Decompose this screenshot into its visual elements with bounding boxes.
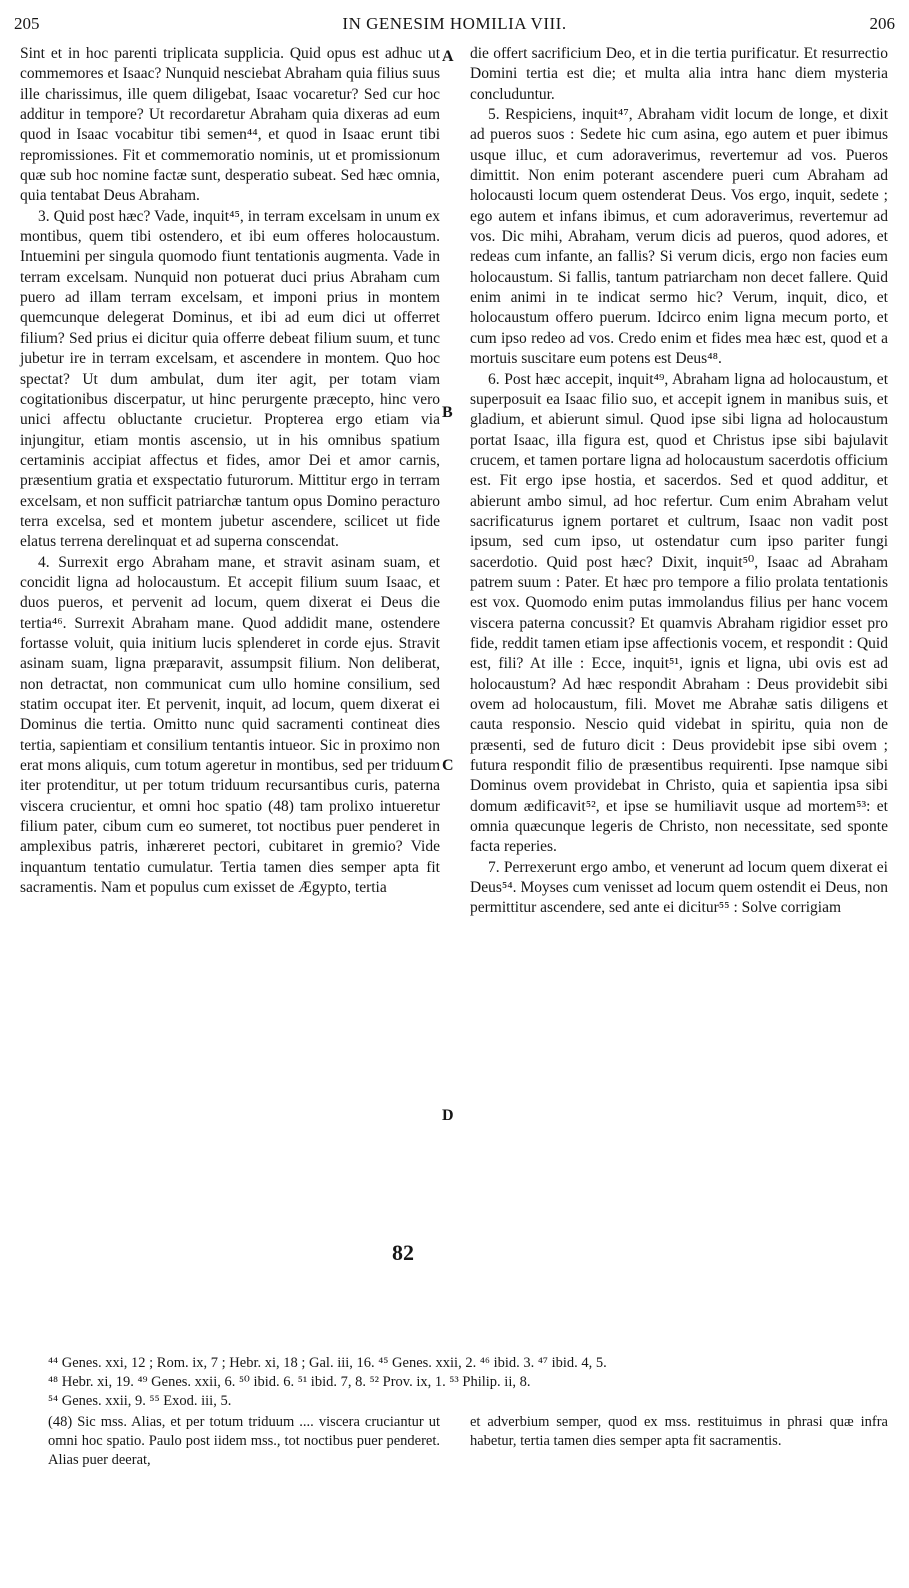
section-marker-c: C [442, 757, 454, 774]
section-marker-b: B [442, 404, 453, 421]
note-text: et adverbium semper, quod ex mss. restituimus in phrasi quæ infra habetur, tertia tamen dies semper apta fit sacramentis. [470, 1414, 888, 1449]
column-number: 82 [392, 1240, 414, 1265]
page-number-right: 206 [869, 14, 895, 33]
paragraph: 3. Quid post hæc? Vade, inquit⁴⁵, in terram excelsam in unum ex montibus, quem tibi ostendero, et ibi eum offeres holocaustum. Intuemini per singula quomodo fiunt tentationis augmenta. Vade in terram excelsam. Nunquid non potuerat duci prius Abraham cum puero ad illam terram excelsam, et imponi prius in montem quemcunque delegerat Dominus, et ibi ad eum dici ut offerret filium? Sed prius ei dicitur quia offerre debeat filium suum, et tunc jubetur ire in terram excelsam, et ascendere in montem. Quo hoc spectat? Ut dum ambulat, dum iter agit, per totam viam cogitationibus discerpatur, ut hinc perurgente præcepto, hinc vero unici affectu obluctante crucietur. Propterea ergo etiam via injungitur, etiam montis ascensio, ut in his omnibus spatium certaminis accipiat affectus et fides, amor Dei et amor carnis, præsentium gratia et exspectatio futurorum. Mittitur ergo in terram excelsam, et non sufficit patriarchæ tantum opus Domino peracturo terra excelsa, sed et montem jubetur ascendere, scilicet ut fide elatus terrena derelinquat et ad superna conscendat. [20, 207, 440, 551]
left-column [20, 44, 440, 898]
section-marker-d: D [442, 1107, 454, 1124]
page-header [14, 14, 895, 36]
scripture-references [48, 1354, 888, 1411]
right-column [470, 44, 888, 919]
reference-line: ⁴⁸ Hebr. xi, 19. ⁴⁹ Genes. xxii, 6. ⁵⁰ ibid. 6. ⁵¹ ibid. 7, 8. ⁵² Prov. ix, 1. ⁵³ Philip. ii, 8. [48, 1374, 531, 1390]
paragraph: die offert sacrificium Deo, et in die tertia purificatur. Et resurrectio Domini tertia est die; et multa alia intra hanc diem mysteria concluduntur. [470, 45, 888, 103]
paragraph: 6. Post hæc accepit, inquit⁴⁹, Abraham ligna ad holocaustum, et superposuit ea Isaac filio suo, et accepit ignem in manibus suis, et gladium, et abierunt simul. Quod ipse sibi ligna ad holocaustum portat Isaac, illa figura est, quod et Christus ipse sibi bajulavit crucem, et tamen portare ligna ad holocaustum sacerdotis officium est. Fit ergo ipse hostia, et sacerdos. Sed et quod additur, et abierunt ambo simul, ad hoc refertur. Cum enim Abraham velut sacrificaturus ignem portaret et cultrum, Isaac non vadit post ipsum, sed cum ipso, ut ostendatur cum ipso pariter fungi sacerdotio. Quid post hæc? Dixit, inquit⁵⁰, Isaac ad Abraham patrem suum : Pater. Et hæc pro tempore a filio prolata tentationis est vox. Quomodo enim putas immolandus filius per hanc vocem viscera paterna concussit? Et quamvis Abraham rigidior esset pro fide, reddit tamen etiam ipse affectionis vocem, et respondit : Quid est, fili? At ille : Ecce, inquit⁵¹, ignis et ligna, ubi ovis est ad holocaustum? Ad hæc respondit Abraham : Deus providebit sibi ovem ad holocaustum, fili. Movet me Abrahæ satis diligens et cauta responsio. Nescio quid videbat in spiritu, quia non de præsenti, sed de futuro dicit : Deus providebit ipse sibi ovem ; futura respondit filio de præsentibus requirenti. Ipse namque sibi Dominus ovem providebat in Christo, quia et sapientia ipsa sibi domum ædificavit⁵², et ipse se humiliavit usque ad mortem⁵³: et omnia quæcunque legeris de Christo, non necessitate, sed sponte facta reperies. [470, 370, 888, 856]
editorial-note-left [48, 1413, 440, 1470]
page-number-left: 205 [14, 14, 40, 33]
paragraph: 4. Surrexit ergo Abraham mane, et stravit asinam suam, et concidit ligna ad holocaustum. Et accepit filium suum Isaac, et duos pueros, et pervenit ad locum, quem dixerat ei Deus die tertia⁴⁶. Surrexit Abraham mane. Quod addidit mane, ostendere fortasse voluit, quia initium lucis splenderet in corde ejus. Stravit asinam suam, ligna præparavit, assumpsit filium. Non deliberat, non detractat, non communicat cum ullo homine consilium, sed statim occupat iter. Et pervenit, inquit, ad locum, quem dixerat ei Dominus die tertia. Omitto nunc quid sacramenti contineat dies tertia, sapientiam et consilium tentantis intueor. Sic in proximo non erat mons aliquis, cum totum ageretur in montibus, sed per triduum iter protenditur, ut per totum triduum recursantibus curis, paterna viscera crucientur, et omni hoc spatio (48) tam prolixo intueretur filium pater, cibum cum eo sumeret, tot noctibus puer penderet in amplexibus patris, inhæreret pectori, cubitaret in gremio? Vide inquantum tentatio cumulatur. Tertia tamen dies semper apta fit sacramentis. Nam et populus cum exisset de Ægypto, tertia [20, 553, 440, 897]
paragraph: 7. Perrexerunt ergo ambo, et venerunt ad locum quem dixerat ei Deus⁵⁴. Moyses cum venisset ad locum quem ostendit ei Deus, non permittitur ascendere, sed ante ei dicitur⁵⁵ : Solve corrigiam [470, 858, 888, 917]
reference-line: ⁴⁴ Genes. xxi, 12 ; Rom. ix, 7 ; Hebr. xi, 18 ; Gal. iii, 16. ⁴⁵ Genes. xxii, 2. ⁴⁶ ibid. 3. ⁴⁷ ibid. 4, 5. [48, 1355, 607, 1371]
note-text: (48) Sic mss. Alias, et per totum triduum .... viscera cruciantur ut omni hoc spatio. Paulo post iidem mss., tot noctibus puer penderet. Alias puer deerat, [48, 1414, 440, 1468]
running-title: IN GENESIM HOMILIA VIII. [342, 14, 567, 33]
editorial-note-right [470, 1413, 888, 1451]
paragraph: 5. Respiciens, inquit⁴⁷, Abraham vidit locum de longe, et dixit ad pueros suos : Sedete hic cum asina, ego autem et puer ibimus usque illuc, et cum adoraverimus, revertemur ad vos. Pueros dimittit. Non enim poterant ascendere pueri cum Abraham ad holocausti locum quem ostenderat Deus. Vos ergo, inquit, sedete ; ego autem et infans ibimus, et cum adoraverimus, revertemur ad vos. Dic mihi, Abraham, verum dicis ad pueros, quod adores, et redeas cum infante, an fallis? Si verum dicis, ergo non facies eum holocaustum. Si fallis, tantum patriarcham non decet fallere. Quid enim animi in te indicat sermo hic? Verum, inquit, dico, et holocaustum offero puerum. Idcirco enim ligna mecum porto, et cum ipso redeo ad vos. Credo enim et fides mea hæc est, quod et a mortuis suscitare eum potens est Deus⁴⁸. [470, 106, 888, 368]
paragraph: Sint et in hoc parenti triplicata supplicia. Quid opus est adhuc ut commemores et Isaac? Nunquid nesciebat Abraham quia filius suus ille charissimus, ille quem diligebat, Isaac vocaretur? Sed cur hoc additur in tempore? Ut recordaretur Abraham quia dixeras ad eum quod in Isaac vocabitur tibi semen⁴⁴, et quod in Isaac erunt tibi repromissiones. Fit et commemoratio nominis, ut et promissionum quæ sub hoc nomine factæ sunt, desperatio subeat. Sed hæc omnia, quia tentabat Deus Abraham. [20, 45, 440, 205]
reference-line: ⁵⁴ Genes. xxii, 9. ⁵⁵ Exod. iii, 5. [48, 1393, 232, 1409]
section-marker-a: A [442, 48, 454, 65]
